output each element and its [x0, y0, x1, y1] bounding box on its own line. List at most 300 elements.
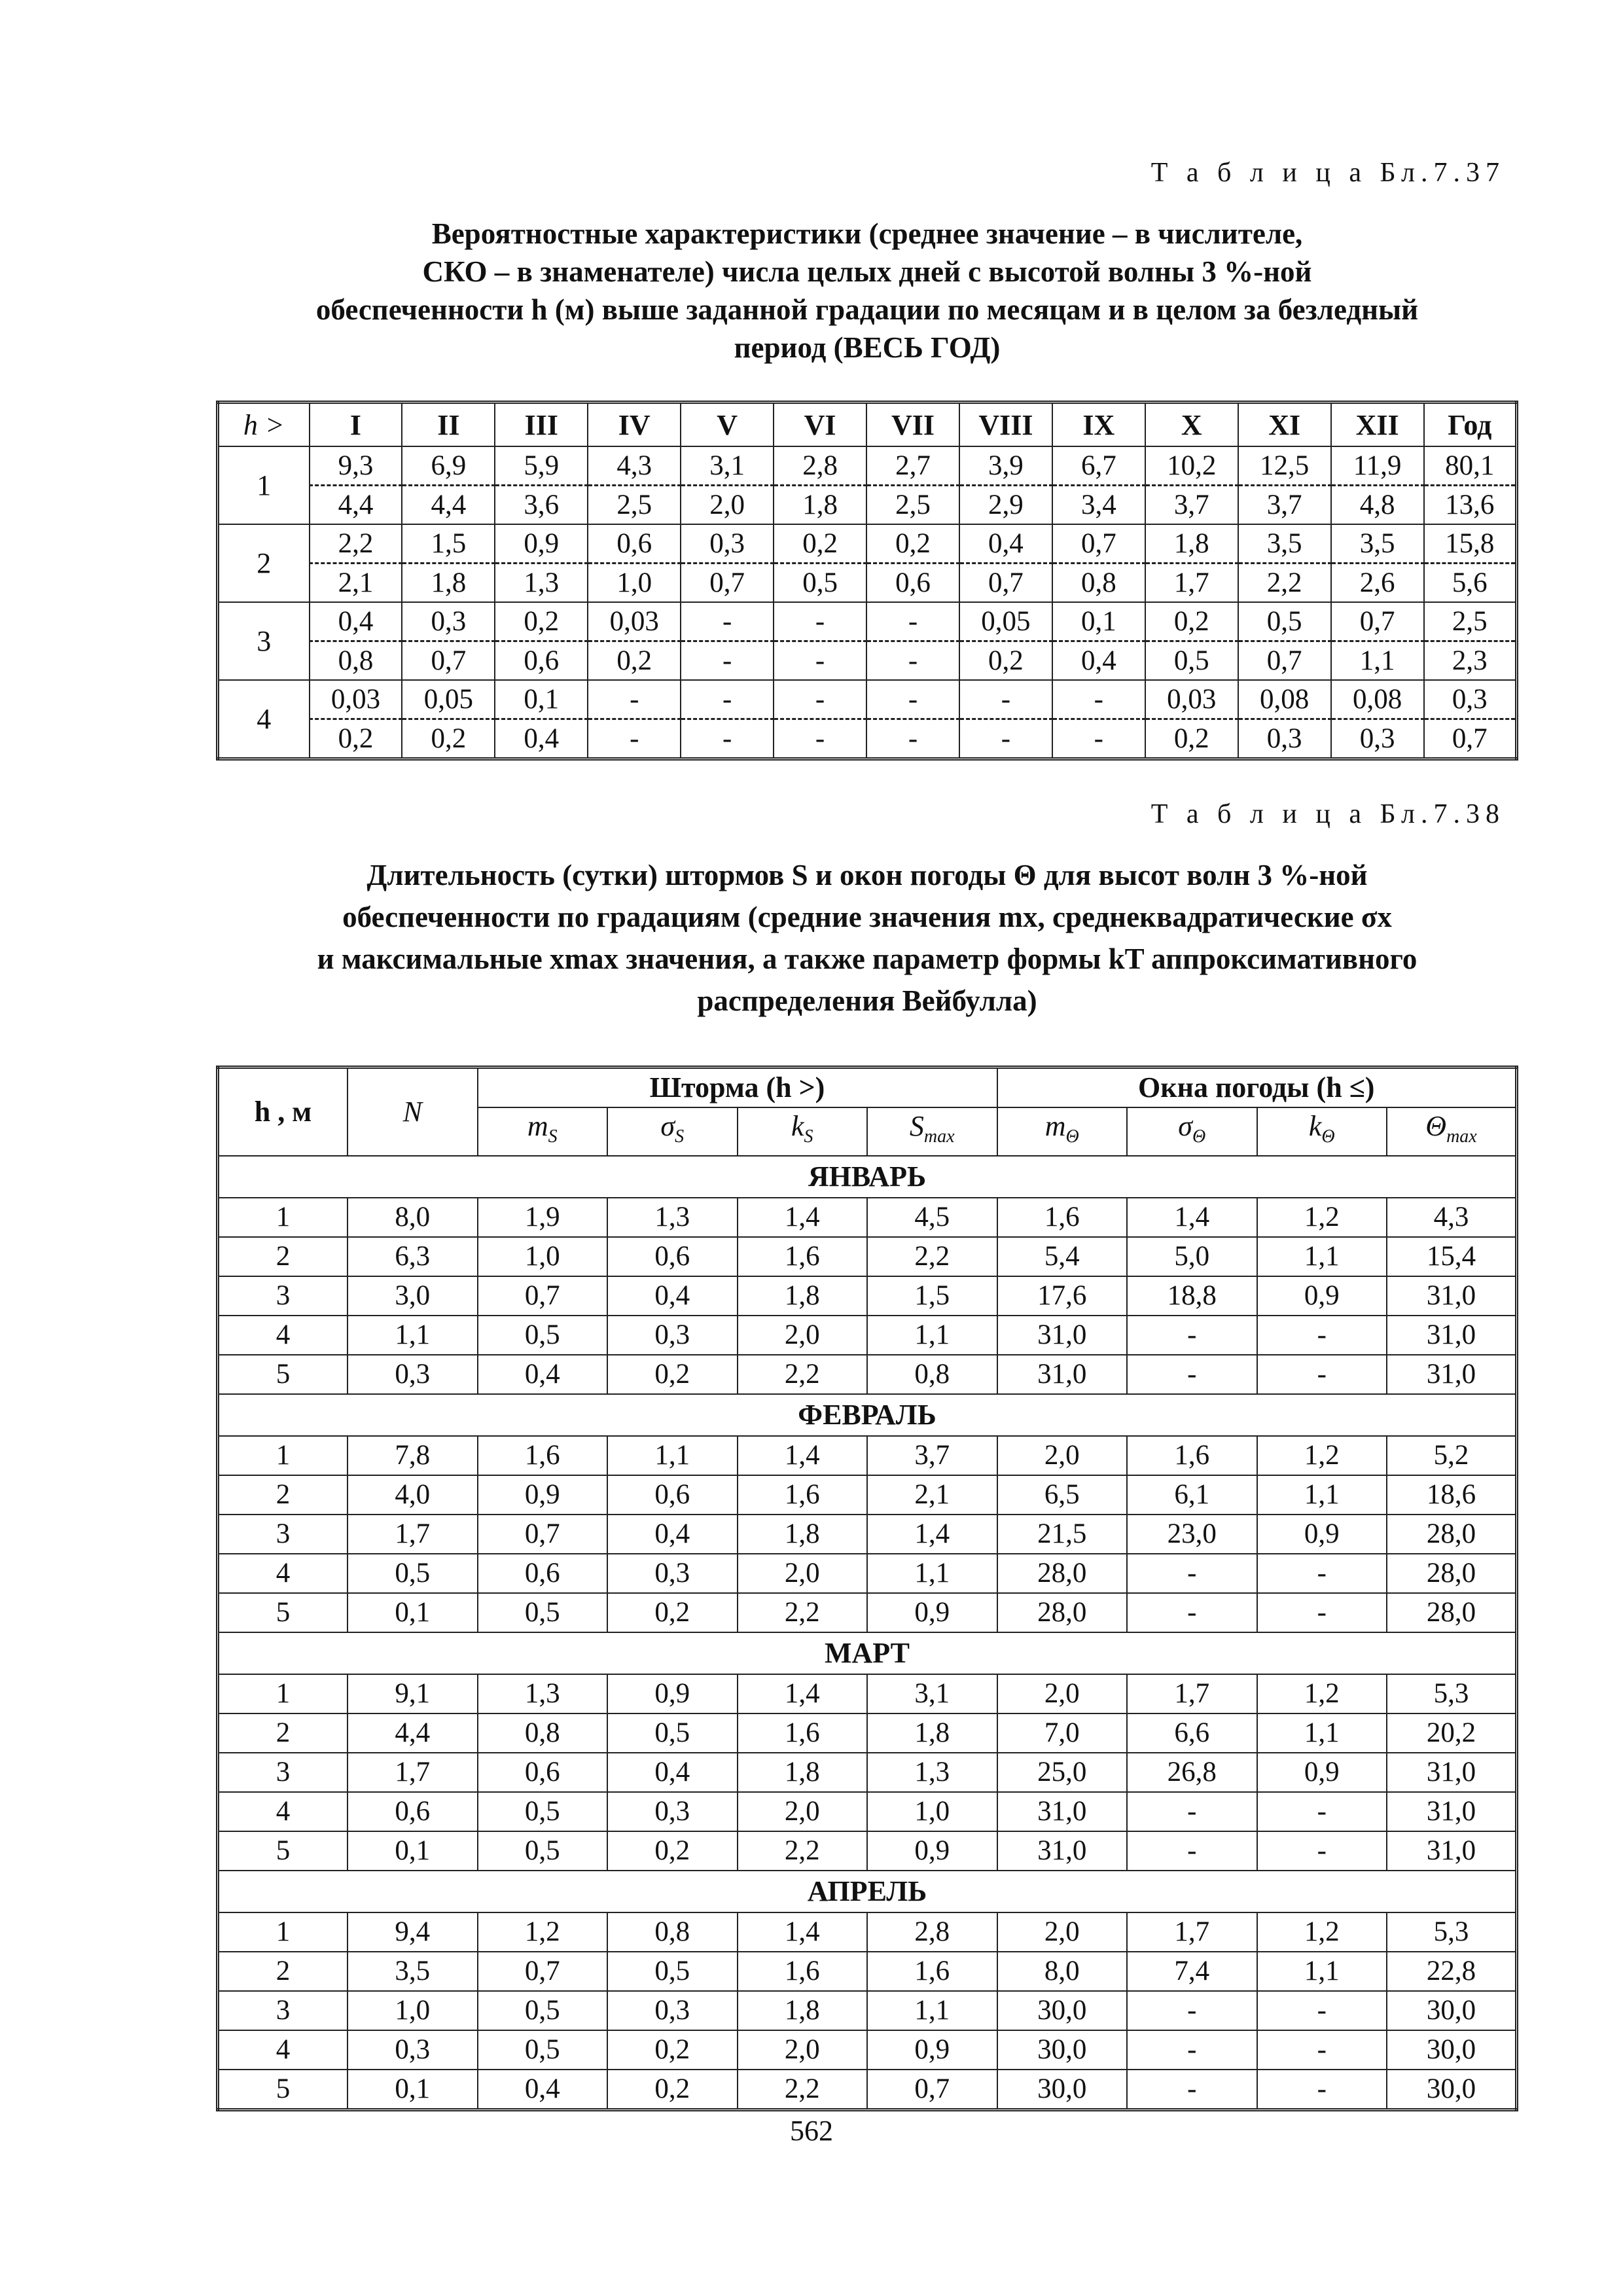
cell-sko: -: [774, 719, 866, 759]
table-cell: 1,7: [1127, 1912, 1257, 1952]
column-header-month: VI: [774, 403, 866, 447]
month-name: АПРЕЛЬ: [218, 1871, 1517, 1912]
symbol-subscript: S: [548, 1126, 558, 1147]
table-cell: 31,0: [1387, 1316, 1517, 1355]
table-cell: 1,4: [738, 1436, 868, 1475]
table-cell: 0,5: [478, 1316, 608, 1355]
table-cell: 4,0: [348, 1475, 478, 1515]
column-header-symbol: [738, 1107, 868, 1156]
cell-mean: 0,05: [402, 680, 495, 719]
cell-mean: 6,7: [1052, 446, 1145, 486]
table-row: [218, 1753, 1517, 1792]
column-header-symbol: [1387, 1107, 1517, 1156]
row-header-h: 1: [218, 446, 310, 524]
title-line: распределения Вейбулла): [697, 984, 1037, 1017]
group-header-weather-windows: Окна погоды (h ≤): [997, 1067, 1517, 1108]
table-row: [218, 1831, 1517, 1871]
table-cell: 0,4: [607, 1515, 738, 1554]
symbol-subscript: Θ: [1065, 1126, 1079, 1147]
cell-mean: 2,5: [1424, 602, 1517, 641]
table-title-7-37: [216, 215, 1518, 367]
title-line: и максимальные xmax значения, а также параметр формы kT аппроксимативного: [317, 942, 1418, 975]
table-cell: 1,4: [738, 1674, 868, 1713]
table-cell: 0,9: [867, 2030, 997, 2070]
table-cell: 5: [218, 1593, 348, 1632]
table-7-37: [216, 401, 1518, 761]
table-cell: 1,6: [738, 1237, 868, 1276]
table-cell: 1,3: [607, 1198, 738, 1237]
table-row-mean: [218, 680, 1517, 719]
table-cell: 0,9: [607, 1674, 738, 1713]
column-header-h: h >: [218, 403, 310, 447]
cell-sko: 1,7: [1145, 564, 1238, 603]
table-label-7-38: Т а б л и ц а Бл.7.38: [1150, 799, 1505, 829]
column-header-symbol: [867, 1107, 997, 1156]
cell-sko: 2,1: [310, 564, 402, 603]
cell-sko: 0,7: [402, 641, 495, 681]
cell-sko: 3,7: [1238, 486, 1331, 525]
cell-mean: 0,9: [495, 524, 588, 564]
cell-mean: -: [681, 680, 774, 719]
table-cell: 1,6: [1127, 1436, 1257, 1475]
cell-mean: 0,2: [774, 524, 866, 564]
table-cell: 3,1: [867, 1674, 997, 1713]
column-header-symbol: [1257, 1107, 1387, 1156]
cell-mean: 0,08: [1238, 680, 1331, 719]
table-cell: 1,2: [1257, 1912, 1387, 1952]
table-cell: 2: [218, 1475, 348, 1515]
table-cell: -: [1257, 1831, 1387, 1871]
table-cell: 31,0: [1387, 1753, 1517, 1792]
month-name: ЯНВАРЬ: [218, 1156, 1517, 1198]
cell-mean: 0,2: [866, 524, 959, 564]
page-number: 562: [790, 2115, 833, 2147]
table-row: [218, 1674, 1517, 1713]
table-cell: 0,1: [348, 1831, 478, 1871]
cell-sko: -: [866, 719, 959, 759]
column-header-month: IV: [588, 403, 681, 447]
cell-mean: 80,1: [1424, 446, 1517, 486]
table-cell: 1,8: [738, 1515, 868, 1554]
month-row: [218, 1871, 1517, 1912]
table-cell: 0,9: [867, 1593, 997, 1632]
cell-sko: 2,6: [1331, 564, 1424, 603]
cell-sko: 0,2: [1145, 719, 1238, 759]
table-cell: 0,8: [867, 1355, 997, 1394]
row-header-h: 3: [218, 602, 310, 680]
table-cell: 6,1: [1127, 1475, 1257, 1515]
table-cell: 1,2: [1257, 1198, 1387, 1237]
cell-sko: -: [588, 719, 681, 759]
cell-sko: 0,6: [495, 641, 588, 681]
group-header-storms: Шторма (h >): [478, 1067, 997, 1108]
table-cell: 0,4: [607, 1276, 738, 1316]
table-row: [218, 1593, 1517, 1632]
table-cell: -: [1127, 1831, 1257, 1871]
table-cell: 4: [218, 1554, 348, 1593]
table-cell: 4: [218, 2030, 348, 2070]
cell-mean: 11,9: [1331, 446, 1424, 486]
table-row: [218, 1475, 1517, 1515]
table-cell: 31,0: [997, 1831, 1128, 1871]
cell-sko: 2,9: [959, 486, 1052, 525]
cell-mean: 0,4: [959, 524, 1052, 564]
table-cell: 21,5: [997, 1515, 1128, 1554]
table-row: [218, 1554, 1517, 1593]
cell-sko: 0,4: [1052, 641, 1145, 681]
cell-sko: 1,1: [1331, 641, 1424, 681]
cell-sko: 1,8: [402, 564, 495, 603]
table-row: [218, 1912, 1517, 1952]
cell-mean: 0,1: [1052, 602, 1145, 641]
column-header-month: XI: [1238, 403, 1331, 447]
symbol-base: σ: [1178, 1110, 1192, 1142]
table-cell: 1,8: [738, 1991, 868, 2030]
table-row-sko: [218, 641, 1517, 681]
table-cell: 0,9: [478, 1475, 608, 1515]
cell-sko: 2,5: [588, 486, 681, 525]
table-cell: -: [1127, 1991, 1257, 2030]
table-7-38: [216, 1066, 1518, 2111]
table-cell: 7,8: [348, 1436, 478, 1475]
table-cell: -: [1257, 1991, 1387, 2030]
cell-mean: 0,03: [1145, 680, 1238, 719]
table-cell: 0,3: [348, 2030, 478, 2070]
table-cell: 20,2: [1387, 1713, 1517, 1753]
cell-mean: 12,5: [1238, 446, 1331, 486]
table-cell: 2,0: [997, 1912, 1128, 1952]
column-header-symbol: [1127, 1107, 1257, 1156]
cell-mean: -: [588, 680, 681, 719]
table-cell: 1,8: [738, 1276, 868, 1316]
table-cell: 4: [218, 1792, 348, 1831]
table-cell: 2,8: [867, 1912, 997, 1952]
table-cell: 2: [218, 1952, 348, 1991]
cell-mean: -: [866, 680, 959, 719]
cell-mean: 0,4: [310, 602, 402, 641]
table-cell: 3,5: [348, 1952, 478, 1991]
row-header-h: 4: [218, 680, 310, 759]
table-cell: 0,3: [607, 1792, 738, 1831]
table-cell: 1,1: [867, 1554, 997, 1593]
table-row: [218, 1792, 1517, 1831]
column-header-month: VII: [866, 403, 959, 447]
table-cell: 1,3: [478, 1674, 608, 1713]
cell-mean: 3,5: [1331, 524, 1424, 564]
cell-sko: 2,5: [866, 486, 959, 525]
month-row: [218, 1394, 1517, 1436]
symbol-subscript: S: [804, 1126, 813, 1147]
column-header-month: IX: [1052, 403, 1145, 447]
table-cell: 1,1: [1257, 1475, 1387, 1515]
cell-mean: 0,2: [1145, 602, 1238, 641]
table-cell: 1,4: [1127, 1198, 1257, 1237]
table-cell: -: [1257, 2070, 1387, 2110]
cell-sko: 0,4: [495, 719, 588, 759]
table-cell: 30,0: [1387, 2070, 1517, 2110]
column-header-month: III: [495, 403, 588, 447]
table-cell: -: [1127, 2030, 1257, 2070]
cell-sko: -: [681, 641, 774, 681]
cell-sko: 0,3: [1331, 719, 1424, 759]
table-cell: 4,5: [867, 1198, 997, 1237]
symbol-subscript: max: [923, 1126, 955, 1147]
table-cell: 6,3: [348, 1237, 478, 1276]
table-cell: 0,3: [607, 1554, 738, 1593]
table-cell: 0,7: [867, 2070, 997, 2110]
table-cell: 0,5: [478, 1593, 608, 1632]
title-line: обеспеченности h (м) выше заданной градации по месяцам и в целом за безледный: [315, 293, 1419, 326]
cell-mean: 3,1: [681, 446, 774, 486]
table-cell: 1,1: [867, 1316, 997, 1355]
symbol-subscript: Θ: [1321, 1126, 1335, 1147]
table-cell: 0,6: [478, 1554, 608, 1593]
table-cell: 8,0: [997, 1952, 1128, 1991]
table-cell: 5,3: [1387, 1912, 1517, 1952]
cell-mean: 15,8: [1424, 524, 1517, 564]
column-header-month: Год: [1424, 403, 1517, 447]
symbol-base: S: [909, 1110, 924, 1142]
table-cell: 0,6: [478, 1753, 608, 1792]
symbol-base: m: [1044, 1110, 1066, 1142]
cell-sko: 4,4: [310, 486, 402, 525]
cell-sko: 3,7: [1145, 486, 1238, 525]
table-cell: 1,9: [478, 1198, 608, 1237]
table-cell: 0,9: [1257, 1515, 1387, 1554]
symbol-subscript: S: [675, 1126, 685, 1147]
table-cell: 1,0: [348, 1991, 478, 2030]
table-cell: 9,1: [348, 1674, 478, 1713]
table-cell: 28,0: [1387, 1593, 1517, 1632]
table-cell: 30,0: [997, 2030, 1128, 2070]
cell-sko: 4,4: [402, 486, 495, 525]
table-cell: -: [1257, 1355, 1387, 1394]
table-cell: 9,4: [348, 1912, 478, 1952]
table-cell: 31,0: [1387, 1355, 1517, 1394]
cell-sko: 0,8: [1052, 564, 1145, 603]
table-cell: 0,7: [478, 1515, 608, 1554]
title-line: Длительность (сутки) штормов S и окон погоды Θ для высот волн 3 %-ной: [366, 859, 1368, 891]
title-line: период (ВЕСЬ ГОД): [734, 331, 1001, 364]
cell-sko: 3,6: [495, 486, 588, 525]
column-header-symbol: [478, 1107, 608, 1156]
table-row: [218, 1991, 1517, 2030]
table-cell: 3: [218, 1276, 348, 1316]
table-cell: 2,0: [997, 1436, 1128, 1475]
cell-sko: 0,2: [959, 641, 1052, 681]
table-row: [218, 1237, 1517, 1276]
table-row-sko: [218, 719, 1517, 759]
table-cell: 25,0: [997, 1753, 1128, 1792]
table-row: [218, 1436, 1517, 1475]
cell-sko: -: [774, 641, 866, 681]
table-row-sko: [218, 564, 1517, 603]
cell-mean: 2,8: [774, 446, 866, 486]
table-cell: -: [1257, 1593, 1387, 1632]
table-cell: -: [1127, 2070, 1257, 2110]
table-label-7-37: Т а б л и ц а Бл.7.37: [1150, 158, 1505, 188]
cell-sko: 1,0: [588, 564, 681, 603]
table-cell: 4: [218, 1316, 348, 1355]
cell-mean: 10,2: [1145, 446, 1238, 486]
table-cell: 31,0: [997, 1792, 1128, 1831]
table-cell: 0,3: [607, 1991, 738, 2030]
table-cell: 30,0: [997, 2070, 1128, 2110]
table-cell: 1,7: [348, 1753, 478, 1792]
cell-sko: -: [866, 641, 959, 681]
table-cell: 4,3: [1387, 1198, 1517, 1237]
cell-mean: 2,2: [310, 524, 402, 564]
column-header-symbol: [997, 1107, 1128, 1156]
column-header-symbol: [607, 1107, 738, 1156]
table-cell: 1,3: [867, 1753, 997, 1792]
table-cell: 2,2: [738, 1831, 868, 1871]
cell-sko: 1,3: [495, 564, 588, 603]
title-line: Вероятностные характеристики (среднее значение – в числителе,: [431, 217, 1303, 250]
table-cell: 2: [218, 1237, 348, 1276]
row-header-h: 2: [218, 524, 310, 602]
cell-sko: 2,0: [681, 486, 774, 525]
table-cell: 0,9: [1257, 1276, 1387, 1316]
cell-sko: -: [1052, 719, 1145, 759]
cell-mean: -: [866, 602, 959, 641]
table-cell: 1,2: [478, 1912, 608, 1952]
table-cell: 8,0: [348, 1198, 478, 1237]
table-cell: 5,3: [1387, 1674, 1517, 1713]
table-cell: 1: [218, 1912, 348, 1952]
table-cell: 5,4: [997, 1237, 1128, 1276]
table-cell: 0,5: [478, 1792, 608, 1831]
month-name: ФЕВРАЛЬ: [218, 1394, 1517, 1436]
cell-mean: 3,9: [959, 446, 1052, 486]
table-row: [218, 1952, 1517, 1991]
table-cell: 1,4: [738, 1912, 868, 1952]
table-title-7-38: [216, 854, 1518, 1022]
table-row-mean: [218, 446, 1517, 486]
cell-mean: 2,7: [866, 446, 959, 486]
table-cell: 2,0: [738, 2030, 868, 2070]
symbol-base: k: [791, 1110, 804, 1142]
table-cell: 0,4: [478, 1355, 608, 1394]
table-cell: 0,3: [607, 1316, 738, 1355]
table-cell: 0,5: [348, 1554, 478, 1593]
cell-sko: 0,8: [310, 641, 402, 681]
table-cell: 7,4: [1127, 1952, 1257, 1991]
table-cell: 5: [218, 2070, 348, 2110]
cell-sko: 0,5: [774, 564, 866, 603]
month-name: МАРТ: [218, 1632, 1517, 1674]
cell-sko: 0,5: [1145, 641, 1238, 681]
cell-sko: 13,6: [1424, 486, 1517, 525]
table-cell: 2,2: [738, 1355, 868, 1394]
table-header-row: [218, 1067, 1517, 1108]
cell-mean: 5,9: [495, 446, 588, 486]
cell-mean: 0,3: [1424, 680, 1517, 719]
table-cell: 3,7: [867, 1436, 997, 1475]
cell-sko: 0,6: [866, 564, 959, 603]
table-cell: 1,6: [997, 1198, 1128, 1237]
cell-sko: 0,7: [1424, 719, 1517, 759]
cell-mean: 1,8: [1145, 524, 1238, 564]
table-cell: 17,6: [997, 1276, 1128, 1316]
cell-sko: -: [959, 719, 1052, 759]
cell-sko: 1,8: [774, 486, 866, 525]
symbol-subscript: Θ: [1192, 1126, 1206, 1147]
cell-mean: 0,1: [495, 680, 588, 719]
symbol-subscript: max: [1446, 1126, 1477, 1147]
table-row-mean: [218, 602, 1517, 641]
table-cell: 28,0: [1387, 1554, 1517, 1593]
table-row-sko: [218, 486, 1517, 525]
table-cell: 0,1: [348, 1593, 478, 1632]
table-cell: 2,2: [867, 1237, 997, 1276]
table-cell: 0,9: [1257, 1753, 1387, 1792]
table-cell: 22,8: [1387, 1952, 1517, 1991]
cell-mean: 1,5: [402, 524, 495, 564]
table-row-mean: [218, 524, 1517, 564]
table-cell: 1,2: [1257, 1436, 1387, 1475]
cell-mean: 0,7: [1331, 602, 1424, 641]
table-cell: 1,7: [348, 1515, 478, 1554]
column-header-month: II: [402, 403, 495, 447]
symbol-base: k: [1308, 1110, 1322, 1142]
column-header-month: X: [1145, 403, 1238, 447]
table-cell: -: [1257, 2030, 1387, 2070]
cell-sko: 5,6: [1424, 564, 1517, 603]
cell-mean: 0,3: [402, 602, 495, 641]
table-cell: 2,0: [738, 1792, 868, 1831]
table-cell: 0,1: [348, 2070, 478, 2110]
cell-mean: 0,5: [1238, 602, 1331, 641]
table-cell: 5: [218, 1355, 348, 1394]
table-cell: 1: [218, 1436, 348, 1475]
table-cell: 0,2: [607, 2030, 738, 2070]
table-cell: 1,1: [607, 1436, 738, 1475]
table-cell: 28,0: [1387, 1515, 1517, 1554]
table-cell: 0,5: [607, 1713, 738, 1753]
table-cell: 31,0: [997, 1316, 1128, 1355]
table-cell: 18,8: [1127, 1276, 1257, 1316]
cell-sko: 0,2: [310, 719, 402, 759]
table-cell: 1,8: [867, 1713, 997, 1753]
cell-mean: 0,2: [495, 602, 588, 641]
table-cell: 0,2: [607, 2070, 738, 2110]
table-cell: 1,0: [478, 1237, 608, 1276]
symbol-base: Θ: [1425, 1110, 1447, 1142]
cell-mean: -: [1052, 680, 1145, 719]
table-cell: 3,0: [348, 1276, 478, 1316]
table-cell: -: [1257, 1792, 1387, 1831]
cell-sko: 2,2: [1238, 564, 1331, 603]
table-cell: 28,0: [997, 1554, 1128, 1593]
table-cell: 3: [218, 1515, 348, 1554]
table-cell: 1,1: [1257, 1237, 1387, 1276]
table-cell: 0,3: [348, 1355, 478, 1394]
column-header-month: I: [310, 403, 402, 447]
table-row: [218, 1355, 1517, 1394]
month-row: [218, 1632, 1517, 1674]
table-cell: 1,1: [1257, 1952, 1387, 1991]
table-row: [218, 1316, 1517, 1355]
cell-sko: 0,2: [402, 719, 495, 759]
table-cell: -: [1257, 1554, 1387, 1593]
table-cell: 1,8: [738, 1753, 868, 1792]
table-header-row: [218, 403, 1517, 447]
table-cell: 1,4: [867, 1515, 997, 1554]
cell-mean: -: [959, 680, 1052, 719]
cell-mean: 9,3: [310, 446, 402, 486]
cell-mean: 0,05: [959, 602, 1052, 641]
